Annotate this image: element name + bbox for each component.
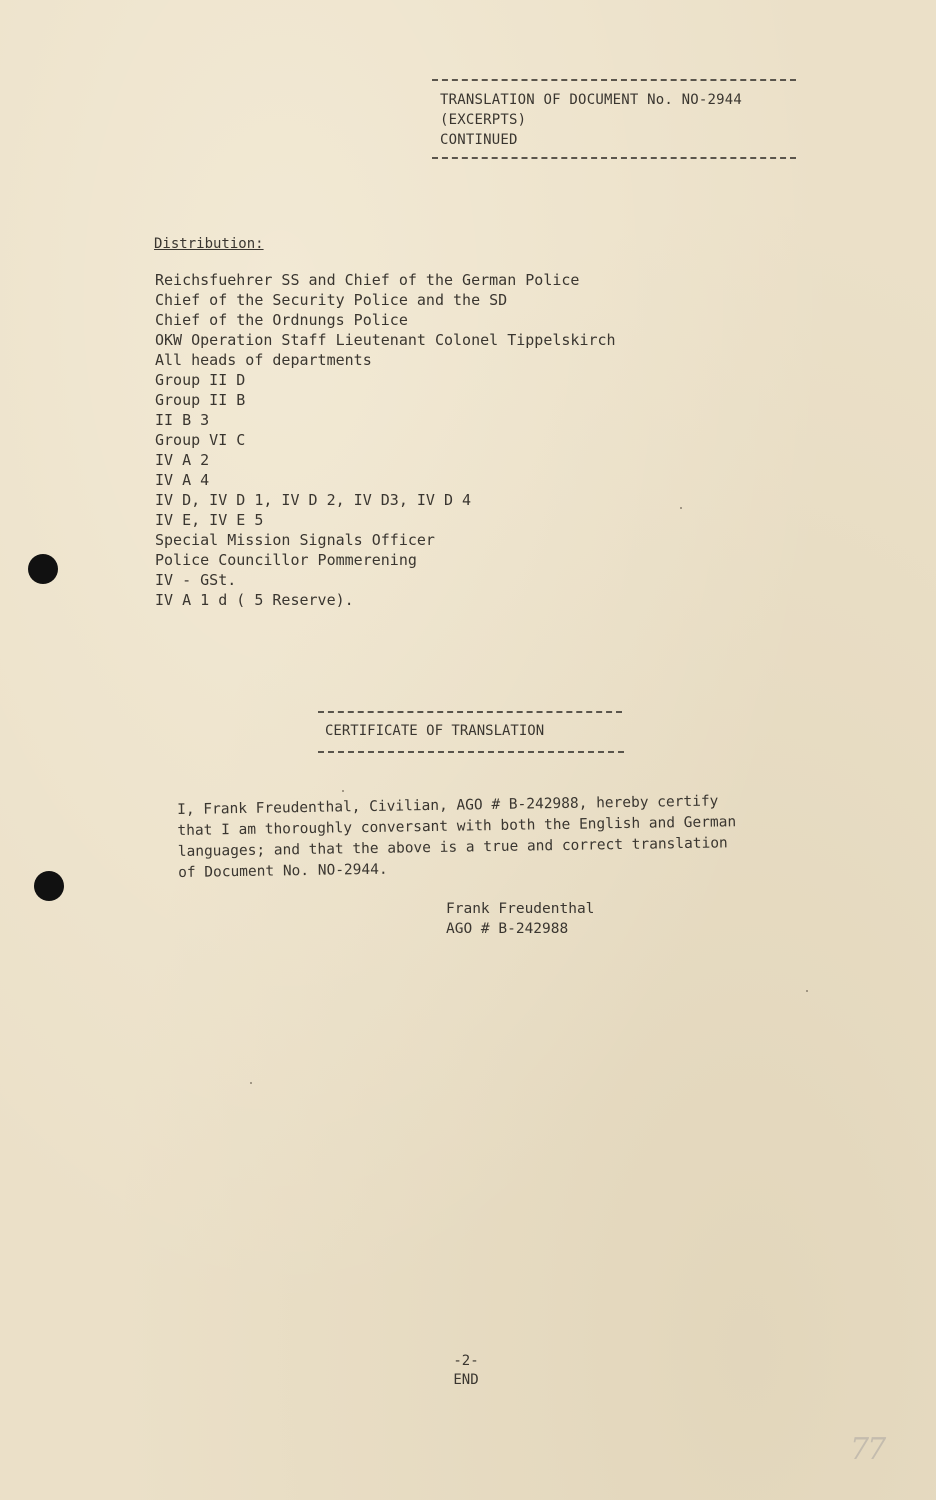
paper-speck — [250, 1082, 252, 1084]
distribution-heading: Distribution: — [154, 236, 264, 252]
distribution-item: IV - GSt. — [155, 571, 237, 589]
punch-hole-upper — [28, 554, 58, 584]
distribution-item: Group II B — [155, 391, 246, 409]
certificate-line: languages; and that the above is a true and correct translation — [177, 835, 728, 860]
paper-speck — [342, 790, 344, 792]
certificate-bottom-rule — [318, 751, 624, 753]
distribution-item: OKW Operation Staff Lieutenant Colonel Tippelskirch — [155, 331, 616, 349]
signature-block — [446, 899, 594, 939]
signature-ago: AGO # B-242988 — [446, 921, 569, 937]
distribution-item: Group II D — [155, 371, 246, 389]
certificate-line: of Document No. NO-2944. — [178, 861, 388, 881]
header-line-title: TRANSLATION OF DOCUMENT No. NO-2944 — [440, 92, 743, 108]
certificate-title: CERTIFICATE OF TRANSLATION — [325, 723, 545, 739]
distribution-item: Special Mission Signals Officer — [155, 531, 435, 549]
distribution-item: Reichsfuehrer SS and Chief of the German Police — [155, 271, 580, 289]
distribution-item: Police Councillor Pommerening — [155, 551, 417, 569]
distribution-item: Chief of the Security Police and the SD — [155, 291, 508, 309]
distribution-item: IV D, IV D 1, IV D 2, IV D3, IV D 4 — [155, 491, 472, 509]
distribution-item: IV E, IV E 5 — [155, 511, 264, 529]
translation-header — [440, 90, 742, 150]
handwritten-page-mark: 77 — [850, 1432, 885, 1467]
certificate-top-rule — [318, 711, 622, 713]
header-line-continued: CONTINUED — [440, 132, 518, 148]
signature-name: Frank Freudenthal — [446, 901, 595, 917]
distribution-item: Chief of the Ordnungs Police — [155, 311, 408, 329]
end-label: END — [453, 1372, 479, 1388]
distribution-list — [155, 270, 616, 610]
header-top-rule — [432, 79, 796, 81]
page-footer — [440, 1352, 492, 1390]
distribution-item: IV A 4 — [155, 471, 210, 489]
distribution-item: All heads of departments — [155, 351, 372, 369]
header-line-excerpts: (EXCERPTS) — [440, 112, 527, 128]
certificate-line: that I am thoroughly conversant with both the English and German — [177, 814, 737, 839]
page-number: -2- — [453, 1353, 479, 1369]
distribution-item: II B 3 — [155, 411, 210, 429]
paper-speck — [806, 990, 808, 992]
certificate-body — [177, 790, 798, 884]
punch-hole-lower — [34, 871, 64, 901]
paper-speck — [680, 507, 682, 509]
certificate-line: I, Frank Freudenthal, Civilian, AGO # B-242988, hereby certify — [177, 793, 719, 818]
distribution-item: IV A 1 d ( 5 Reserve). — [155, 591, 354, 609]
distribution-item: IV A 2 — [155, 451, 210, 469]
header-bottom-rule — [432, 157, 796, 159]
distribution-item: Group VI C — [155, 431, 246, 449]
